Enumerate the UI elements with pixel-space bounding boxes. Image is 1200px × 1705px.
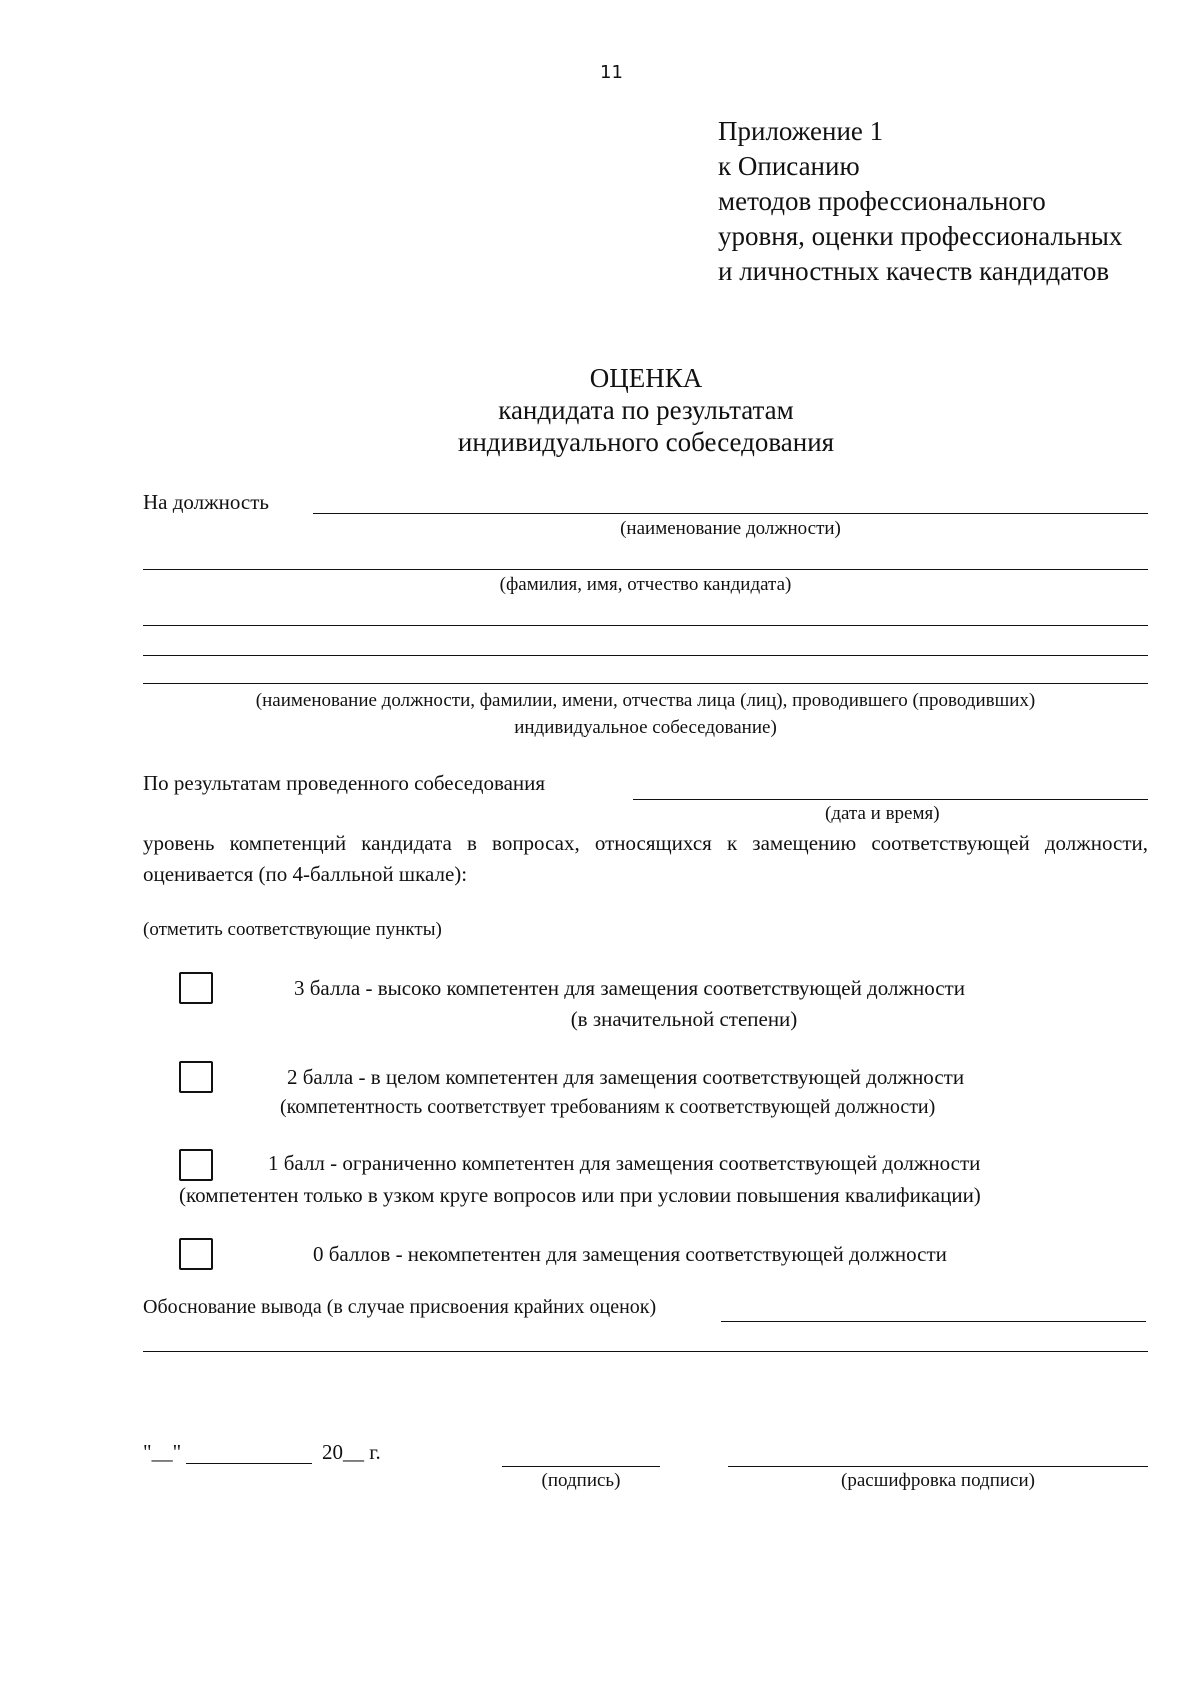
option-0-points-text: 0 баллов - некомпетентен для замещения соответствующей должности	[313, 1242, 947, 1266]
interviewer-hint-line: (наименование должности, фамилии, имени, отчества лица (лиц), проводившего (проводивших)	[255, 690, 1036, 711]
justification-input-line[interactable]	[721, 1321, 1146, 1322]
interviewer-input-line[interactable]	[143, 683, 1148, 684]
option-2-points-text: 2 балла - в целом компетентен для замещения соответствующей должности	[287, 1065, 965, 1089]
appendix-line: к Описанию	[718, 151, 860, 181]
appendix-line: методов профессионального	[718, 186, 1046, 216]
datetime-input-line[interactable]	[633, 799, 1148, 800]
option-3-points-note: (в значительной степени)	[570, 1007, 798, 1031]
justification-input-line[interactable]	[143, 1351, 1148, 1352]
year-blank[interactable]: __	[343, 1440, 364, 1464]
justification-label: Обоснование вывода (в случае присвоения крайних оценок)	[143, 1296, 657, 1318]
document-title	[0, 362, 1200, 458]
appendix-note	[718, 114, 1122, 289]
mark-instruction: (отметить соответствующие пункты)	[143, 919, 442, 940]
option-1-point-checkbox[interactable]	[179, 1149, 213, 1181]
assessment-text: уровень компетенций кандидата в вопросах, относящихся к замещению соответствующей должности, оценивается (по 4-балльной шкале):	[143, 831, 1148, 886]
appendix-line: уровня, оценки профессиональных	[718, 221, 1123, 251]
title-heading: ОЦЕНКА	[589, 363, 703, 393]
year-suffix: г.	[364, 1440, 381, 1464]
option-3-points-text: 3 балла - высоко компетентен для замещения соответствующей должности	[294, 976, 965, 1000]
interviewer-hint-line: индивидуальное собеседование)	[514, 717, 777, 738]
candidate-name-input-line[interactable]	[143, 569, 1148, 570]
signature-input-line[interactable]	[502, 1466, 660, 1467]
interviewer-input-line[interactable]	[143, 625, 1148, 626]
signature-decode-hint: (расшифровка подписи)	[841, 1470, 1035, 1491]
option-3-points-checkbox[interactable]	[179, 972, 213, 1004]
month-input-line[interactable]	[186, 1463, 312, 1464]
day-blank[interactable]: __	[151, 1440, 173, 1464]
date-field	[143, 1440, 181, 1465]
title-line: кандидата по результатам	[498, 395, 794, 425]
position-hint: (наименование должности)	[620, 518, 841, 539]
option-0-points-checkbox[interactable]	[179, 1238, 213, 1270]
position-input-line[interactable]	[313, 513, 1148, 514]
interviewer-hint	[143, 687, 1148, 741]
option-2-points-note: (компетентность соответствует требованиям к соответствующей должности)	[280, 1096, 936, 1118]
signature-hint: (подпись)	[541, 1470, 621, 1491]
signature-decode-input-line[interactable]	[728, 1466, 1148, 1467]
datetime-hint: (дата и время)	[825, 803, 940, 824]
option-2-points-checkbox[interactable]	[179, 1061, 213, 1093]
candidate-name-hint: (фамилия, имя, отчество кандидата)	[499, 574, 792, 595]
page-number: 11	[600, 62, 623, 83]
option-1-point-note: (компетентен только в узком круге вопросов или при условии повышения квалификации)	[179, 1183, 981, 1207]
appendix-line: Приложение 1	[718, 116, 884, 146]
date-quote: "	[143, 1440, 152, 1464]
year-prefix: 20	[322, 1440, 343, 1464]
results-label: По результатам проведенного собеседования	[143, 771, 546, 795]
year-field	[322, 1440, 381, 1465]
title-line: индивидуального собеседования	[457, 427, 835, 457]
appendix-line: и личностных качеств кандидатов	[718, 256, 1110, 286]
position-label: На должность	[143, 490, 269, 514]
option-1-point-text: 1 балл - ограниченно компетентен для замещения соответствующей должности	[268, 1151, 981, 1175]
date-quote: "	[172, 1440, 182, 1464]
interviewer-input-line[interactable]	[143, 655, 1148, 656]
